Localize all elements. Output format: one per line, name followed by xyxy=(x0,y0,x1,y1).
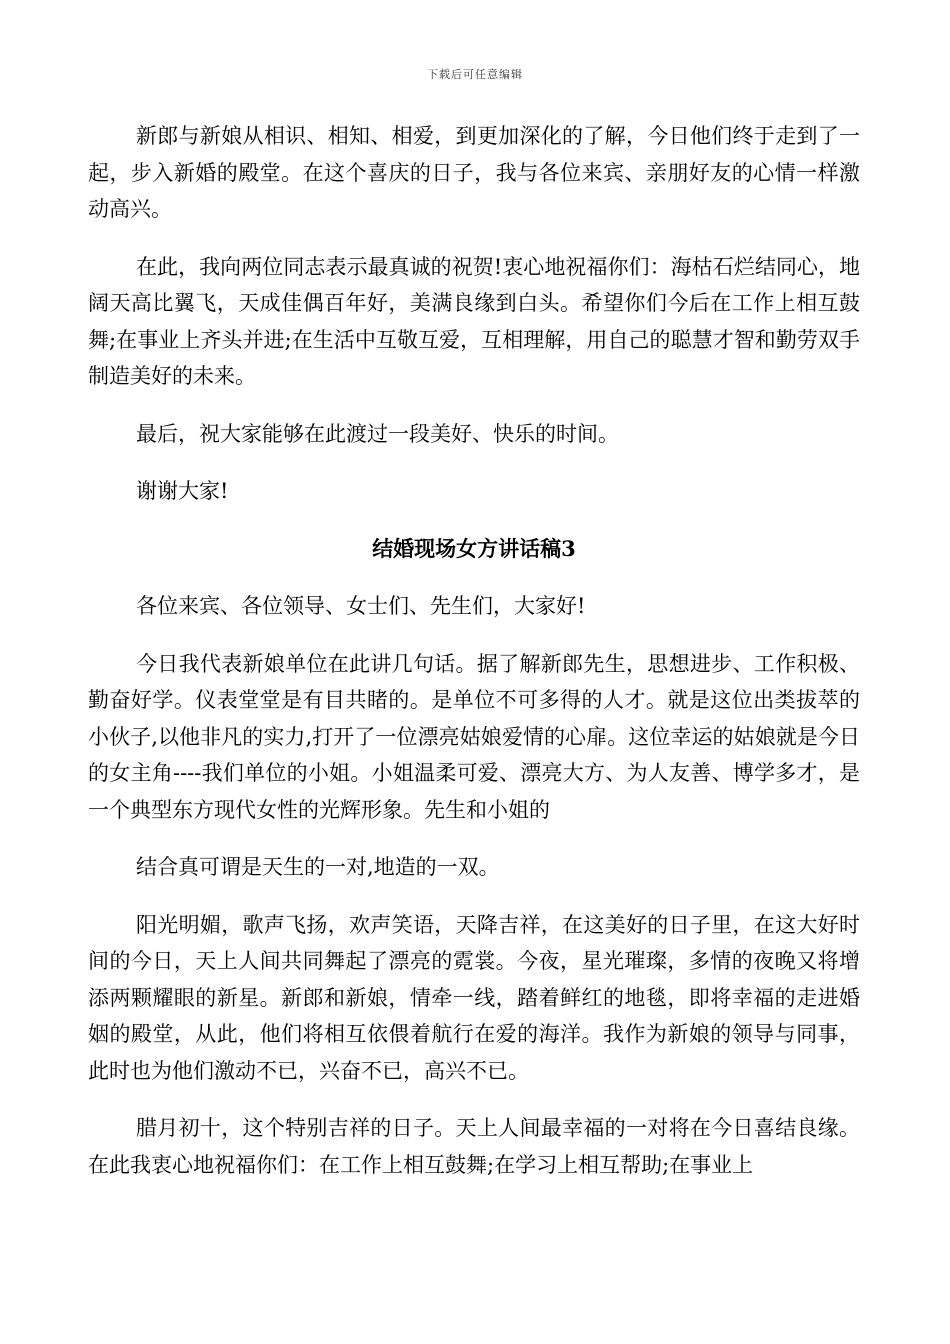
paragraph: 腊月初十，这个特别吉祥的日子。天上人间最幸福的一对将在今日喜结良缘。在此我衷心地祝福你们：在工作上相互鼓舞;在学习上相互帮助;在事业上 xyxy=(88,1116,860,1177)
paragraph: 各位来宾、各位领导、女士们、先生们，大家好! xyxy=(136,594,586,618)
paragraph: 阳光明媚，歌声飞扬，欢声笑语，天降吉祥，在这美好的日子里，在这大好时间的今日，天上人间共同舞起了漂亮的霓裳。今夜，星光璀璨，多情的夜晚又将增添两颗耀眼的新星。新郎和新娘，情牵一线，踏着鲜红的地毯，即将幸福的走进婚姻的殿堂，从此，他们将相互依偎着航行在爱的海洋。我作为新娘的领导与同事，此时也为他们激动不已，兴奋不已，高兴不已。 xyxy=(88,912,860,1083)
paragraph: 新郎与新娘从相识、相知、相爱，到更加深化的了解，今日他们终于走到了一起，步入新婚的殿堂。在这个喜庆的日子，我与各位来宾、亲朋好友的心情一样激动高兴。 xyxy=(88,124,860,221)
paragraph: 在此，我向两位同志表示最真诚的祝贺!衷心地祝福你们：海枯石烂结同心，地阔天高比翼飞，天成佳偶百年好，美满良缘到白头。希望你们今后在工作上相互鼓舞;在事业上齐头并进;在生活中互敬互爱，互相理解，用自己的聪慧才智和勤劳双手制造美好的未来。 xyxy=(88,254,860,388)
paragraph: 谢谢大家! xyxy=(136,479,229,503)
paragraph: 今日我代表新娘单位在此讲几句话。据了解新郎先生，思想进步、工作积极、勤奋好学。仪表堂堂是有目共睹的。是单位不可多得的人才。就是这位出类拔萃的小伙子,以他非凡的实力,打开了一位漂亮姑娘爱情的心扉。这位幸运的姑娘就是今日的女主角----我们单位的小姐。小姐温柔可爱、漂亮大方、为人友善、博学多才，是一个典型东方现代女性的光辉形象。先生和小姐的 xyxy=(88,651,860,822)
document-body xyxy=(88,118,860,1204)
section-title: 结婚现场女方讲话稿3 xyxy=(372,535,576,561)
paragraph: 最后，祝大家能够在此渡过一段美好、快乐的时间。 xyxy=(136,421,619,446)
paragraph: 结合真可谓是天生的一对,地造的一双。 xyxy=(136,855,500,879)
header-note: 下载后可任意编辑 xyxy=(427,68,523,81)
